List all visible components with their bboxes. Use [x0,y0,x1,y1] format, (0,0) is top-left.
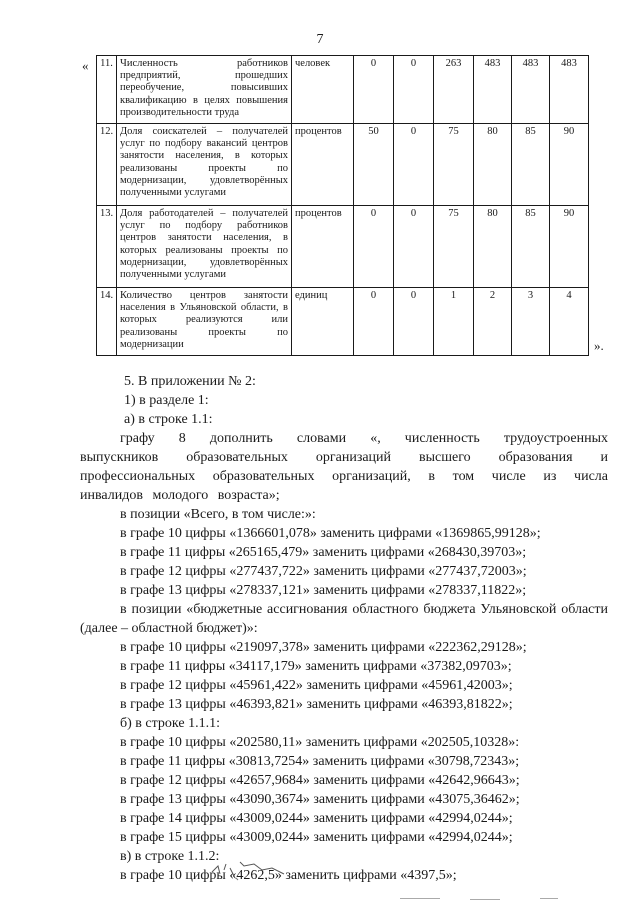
paragraph: в графе 11 цифры «30813,7254» заменить цифрами «30798,72343»; [120,754,520,769]
scan-artifact [470,899,500,900]
value-cell: 483 [474,56,512,124]
paragraph: в графе 10 цифры «219097,378» заменить цифрами «222362,29128»; [120,640,527,655]
unit-cell: процентов [292,124,354,206]
table-open-quote: « [82,58,89,73]
indicator-name: Численность работников предприятий, прошедших переобучение, повысивших квалификацию в целях повышения производительности труда [117,56,292,124]
indicator-name: Доля соискателей – получателей услуг по подбору вакансий центров занятости населения, в которых реализованы проекты по модернизации, удовлетворённых полученными услугами [117,124,292,206]
paragraph: в позиции «Всего, в том числе:»: [120,507,316,522]
paragraph: в графе 10 цифры «1366601,078» заменить цифрами «1369865,99128»; [120,526,541,541]
unit-cell: процентов [292,206,354,288]
paragraph: в графе 12 цифры «277437,722» заменить цифрами «277437,72003»; [120,564,527,579]
value-cell: 3 [512,288,550,356]
value-cell: 0 [354,56,394,124]
paragraph: в графе 12 цифры «42657,9684» заменить цифрами «42642,96643»; [120,773,520,788]
indicators-table [96,55,589,356]
paragraph: графу 8 дополнить словами «, численность трудоустроенных выпускников образовательных организаций высшего образования и профессиональных образовательных организаций, в том числе из числа инвалидов молодого возраста»; [80,431,608,503]
indicator-name: Количество центров занятости населения в Ульяновской области, в которых реализуются или реализованы проекты по модернизации [117,288,292,356]
value-cell: 0 [354,288,394,356]
value-cell: 0 [354,206,394,288]
paragraph: в графе 15 цифры «43009,0244» заменить цифрами «42994,0244»; [120,830,513,845]
value-cell: 85 [512,124,550,206]
value-cell: 483 [512,56,550,124]
scan-artifact [400,898,440,899]
paragraph: 5. В приложении № 2: [124,374,256,389]
value-cell: 75 [434,206,474,288]
paragraph: 1) в разделе 1: [124,393,209,408]
value-cell: 1 [434,288,474,356]
value-cell: 0 [394,124,434,206]
table-row [97,56,589,124]
value-cell: 0 [394,288,434,356]
row-number: 13. [97,206,117,288]
table-row [97,288,589,356]
value-cell: 0 [394,56,434,124]
value-cell: 263 [434,56,474,124]
paragraph: в графе 12 цифры «45961,422» заменить цифрами «45961,42003»; [120,678,513,693]
value-cell: 2 [474,288,512,356]
table-row [97,206,589,288]
paragraph: а) в строке 1.1: [124,412,213,427]
page-number: 7 [316,32,324,47]
value-cell: 80 [474,124,512,206]
table-row [97,124,589,206]
unit-cell: единиц [292,288,354,356]
value-cell: 50 [354,124,394,206]
amendment-text [80,372,608,885]
scan-artifact [540,898,558,899]
paragraph: в графе 13 цифры «43090,3674» заменить цифрами «43075,36462»; [120,792,520,807]
row-number: 11. [97,56,117,124]
paragraph: в) в строке 1.1.2: [120,849,220,864]
paragraph: в графе 10 цифры «202580,11» заменить цифрами «202505,10328»: [120,735,520,750]
unit-cell: человек [292,56,354,124]
indicator-name: Доля работодателей – получателей услуг по подбору работников центров занятости населения, в которых реализованы проекты по модернизации, удовлетворённых полученными услугами [117,206,292,288]
value-cell: 0 [394,206,434,288]
value-cell: 80 [474,206,512,288]
paragraph: в позиции «бюджетные ассигнования областного бюджета Ульяновской области (далее – областной бюджет)»: [80,602,608,636]
value-cell: 90 [550,124,589,206]
value-cell: 90 [550,206,589,288]
value-cell: 483 [550,56,589,124]
table-close-quote: ». [594,338,604,353]
paragraph: б) в строке 1.1.1: [120,716,220,731]
value-cell: 85 [512,206,550,288]
paragraph: в графе 10 цифры «4262,5» заменить цифрами «4397,5»; [120,868,457,883]
value-cell: 4 [550,288,589,356]
paragraph: в графе 11 цифры «265165,479» заменить цифрами «268430,39703»; [120,545,527,560]
paragraph: в графе 14 цифры «43009,0244» заменить цифрами «42994,0244»; [120,811,513,826]
paragraph: в графе 13 цифры «278337,121» заменить цифрами «278337,11822»; [120,583,527,598]
row-number: 12. [97,124,117,206]
row-number: 14. [97,288,117,356]
paragraph: в графе 13 цифры «46393,821» заменить цифрами «46393,81822»; [120,697,513,712]
value-cell: 75 [434,124,474,206]
signature-mark [210,854,290,884]
paragraph: в графе 11 цифры «34117,179» заменить цифрами «37382,09703»; [120,659,512,674]
